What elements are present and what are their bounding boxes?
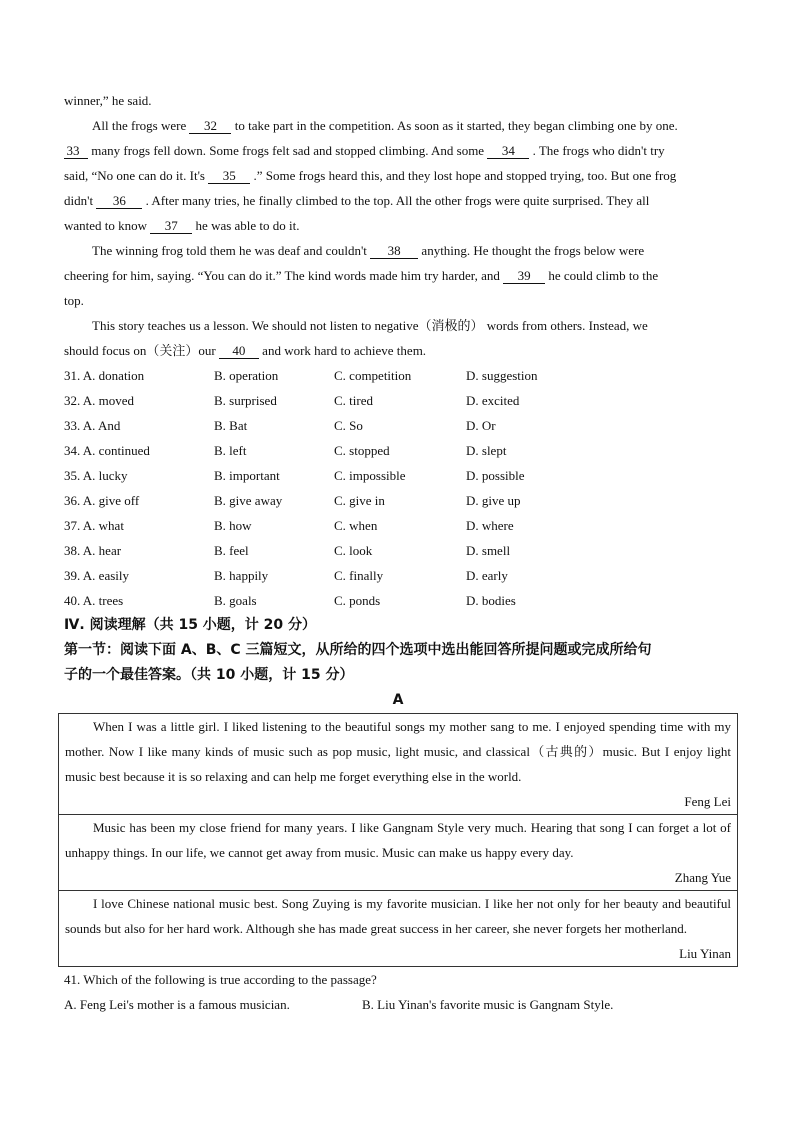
- story-line: 33 many frogs fell down. Some frogs felt sad and stopped climbing. And some 34 . The frogs who didn't try: [64, 138, 732, 163]
- option-b: B. important: [214, 468, 280, 483]
- option-b: B. how: [214, 518, 252, 533]
- option-c: C. So: [334, 418, 363, 433]
- passage-cell: [59, 714, 737, 815]
- story-line: top.: [64, 293, 84, 308]
- option-a: 35. A. lucky: [64, 468, 128, 483]
- options-list: [64, 363, 732, 613]
- passage-author: Zhang Yue: [674, 870, 731, 885]
- option-d: D. possible: [466, 468, 525, 483]
- option-a: 31. A. donation: [64, 368, 145, 383]
- story-line: All the frogs were 32 to take part in the competition. As soon as it started, they began climbing one by one.: [92, 118, 678, 133]
- option-c: C. ponds: [334, 593, 381, 608]
- option-d: D. bodies: [466, 593, 516, 608]
- option-row: [64, 563, 732, 588]
- option-row: [64, 513, 732, 538]
- blank-39: 39: [503, 268, 545, 284]
- option-row: [64, 413, 732, 438]
- option-a: 32. A. moved: [64, 393, 135, 408]
- option-d: D. Or: [466, 418, 496, 433]
- option-a: 36. A. give off: [64, 493, 140, 508]
- blank-34: 34: [487, 143, 529, 159]
- option-d: D. early: [466, 568, 508, 583]
- option-c: C. impossible: [334, 468, 406, 483]
- passage-text: I love Chinese national music best. Song Zuying is my favorite musician. I like her not only for her beauty and beautiful sounds but also for her hard work. Although she has made great success in her career, she never forgets her motherland.: [65, 896, 731, 936]
- blank-32: 32: [189, 118, 231, 134]
- blank-38: 38: [370, 243, 418, 259]
- blank-36: 36: [96, 193, 142, 209]
- exam-page: [64, 88, 732, 1017]
- option-c: C. finally: [334, 568, 384, 583]
- option-d: D. where: [466, 518, 514, 533]
- option-d: D. give up: [466, 493, 521, 508]
- option-c: C. look: [334, 543, 373, 558]
- option-b: B. Bat: [214, 418, 248, 433]
- question-stem: 41. Which of the following is true according to the passage?: [64, 972, 377, 987]
- option-d: D. suggestion: [466, 368, 538, 383]
- option-b: B. operation: [214, 368, 279, 383]
- blank-37: 37: [150, 218, 192, 234]
- section-instruction: 子的一个最佳答案。（共 10 小题，计 15 分）: [64, 667, 354, 683]
- option-c: C. stopped: [334, 443, 390, 458]
- story-line: The winning frog told them he was deaf and couldn't 38 anything. He thought the frogs below were: [92, 243, 645, 258]
- option-row: [64, 463, 732, 488]
- question-options: [64, 992, 732, 1017]
- option-d: D. smell: [466, 543, 511, 558]
- option-b: B. left: [214, 443, 247, 458]
- option-b: B. happily: [214, 568, 269, 583]
- story-line: said, “No one can do it. It's 35 .” Some frogs heard this, and they lost hope and stopped trying, too. But one frog: [64, 168, 677, 183]
- option-a: 33. A. And: [64, 418, 121, 433]
- option-a: 40. A. trees: [64, 593, 124, 608]
- option-a: 38. A. hear: [64, 543, 122, 558]
- blank-33: 33: [64, 143, 88, 159]
- passage-text: When I was a little girl. I liked listening to the beautiful songs my mother sang to me. I enjoyed spending time with my mother. Now I like many kinds of music such as pop music, light music, and classical（古典的）music. But I enjoy light music best because it is so relaxing and can help me forget everything else in the world.: [65, 719, 731, 784]
- option-a: 39. A. easily: [64, 568, 129, 583]
- section-title: Ⅳ. 阅读理解（共 15 小题，计 20 分）: [64, 617, 317, 633]
- option-c: C. when: [334, 518, 378, 533]
- option-b: B. Liu Yinan's favorite music is Gangnam Style.: [362, 997, 614, 1012]
- option-b: B. give away: [214, 493, 283, 508]
- passages-box: [58, 713, 738, 967]
- passage-author: Liu Yinan: [679, 946, 731, 961]
- option-a: 34. A. continued: [64, 443, 150, 458]
- story-line: This story teaches us a lesson. We should not listen to negative（消极的） words from others. Instead, we: [92, 318, 648, 333]
- option-a: A. Feng Lei's mother is a famous musician.: [64, 997, 290, 1012]
- option-a: 37. A. what: [64, 518, 124, 533]
- section-instruction: 第一节：阅读下面 A、B、C 三篇短文，从所给的四个选项中选出能回答所提问题或完成所给句: [64, 642, 652, 658]
- option-d: D. excited: [466, 393, 520, 408]
- passage-cell: [59, 891, 737, 966]
- story-line: cheering for him, saying. “You can do it.” The kind words made him try harder, and 39 he could climb to the: [64, 268, 659, 283]
- story-line: should focus on（关注）our 40 and work hard to achieve them.: [64, 343, 427, 358]
- option-b: B. goals: [214, 593, 257, 608]
- option-row: [64, 363, 732, 388]
- story-line: winner,” he said.: [64, 93, 152, 108]
- passage-text: Music has been my close friend for many years. I like Gangnam Style very much. Hearing that song I can forget a lot of unhappy things. In our life, we cannot get away from music. Music can make us happy every day.: [65, 820, 731, 860]
- story-line: didn't 36 . After many tries, he finally climbed to the top. All the other frogs were quite surprised. They all: [64, 193, 650, 208]
- option-c: C. competition: [334, 368, 412, 383]
- story-line: wanted to know 37 he was able to do it.: [64, 218, 300, 233]
- option-row: [64, 538, 732, 563]
- option-c: C. give in: [334, 493, 385, 508]
- option-b: B. surprised: [214, 393, 277, 408]
- option-row: [64, 388, 732, 413]
- passage-author: Feng Lei: [684, 794, 731, 809]
- passage-label: A: [392, 692, 404, 708]
- blank-40: 40: [219, 343, 259, 359]
- option-b: B. feel: [214, 543, 249, 558]
- blank-35: 35: [208, 168, 250, 184]
- option-row: [64, 438, 732, 463]
- option-row: [64, 588, 732, 613]
- option-d: D. slept: [466, 443, 507, 458]
- option-row: [64, 488, 732, 513]
- passage-cell: [59, 815, 737, 891]
- option-c: C. tired: [334, 393, 373, 408]
